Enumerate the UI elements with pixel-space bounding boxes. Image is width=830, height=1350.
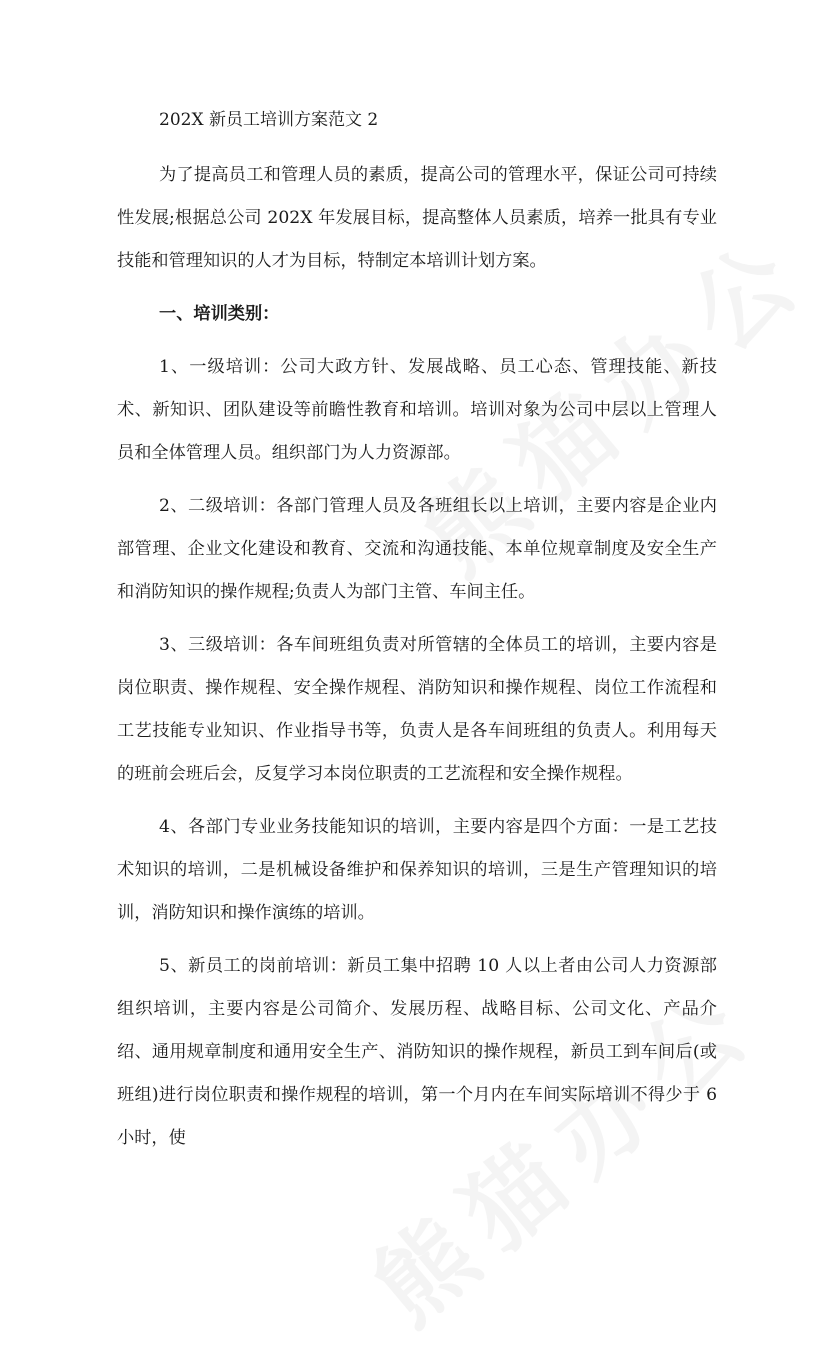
section-heading: 一、培训类别：	[159, 304, 280, 324]
paragraph-level-2: 2、二级培训：各部门管理人员及各班组长以上培训，主要内容是企业内部管理、企业文化建设和教育、交流和沟通技能、本单位规章制度及安全生产和消防知识的操作规程;负责人为部门主管、车间主任。	[117, 496, 717, 602]
paragraph-skills: 4、各部门专业业务技能知识的培训，主要内容是四个方面：一是工艺技术知识的培训，二是机械设备维护和保养知识的培训，三是生产管理知识的培训，消防知识和操作演练的培训。	[117, 817, 717, 923]
document-body	[117, 108, 717, 1170]
paragraph-level-3: 3、三级培训：各车间班组负责对所管辖的全体员工的培训，主要内容是岗位职责、操作规程、安全操作规程、消防知识和操作规程、岗位工作流程和工艺技能专业知识、作业指导书等，负责人是各车间班组的负责人。利用每天的班前会班后会，反复学习本岗位职责的工艺流程和安全操作规程。	[117, 635, 717, 784]
paragraph-level-1: 1、一级培训：公司大政方针、发展战略、员工心态、管理技能、新技术、新知识、团队建设等前瞻性教育和培训。培训对象为公司中层以上管理人员和全体管理人员。组织部门为人力资源部。	[117, 357, 717, 463]
intro-paragraph: 为了提高员工和管理人员的素质，提高公司的管理水平，保证公司可持续性发展;根据总公司 202X 年发展目标，提高整体人员素质，培养一批具有专业技能和管理知识的人才为目标，特制定本培训计划方案。	[117, 165, 717, 271]
paragraph-new-staff: 5、新员工的岗前培训：新员工集中招聘 10 人以上者由公司人力资源部组织培训，主要内容是公司简介、发展历程、战略目标、公司文化、产品介绍、通用规章制度和通用安全生产、消防知识的操作规程，新员工到车间后(或班组)进行岗位职责和操作规程的培训，第一个月内在车间实际培训不得少于 6 小时，使	[117, 956, 717, 1148]
document-title: 202X 新员工培训方案范文 2	[159, 110, 379, 130]
